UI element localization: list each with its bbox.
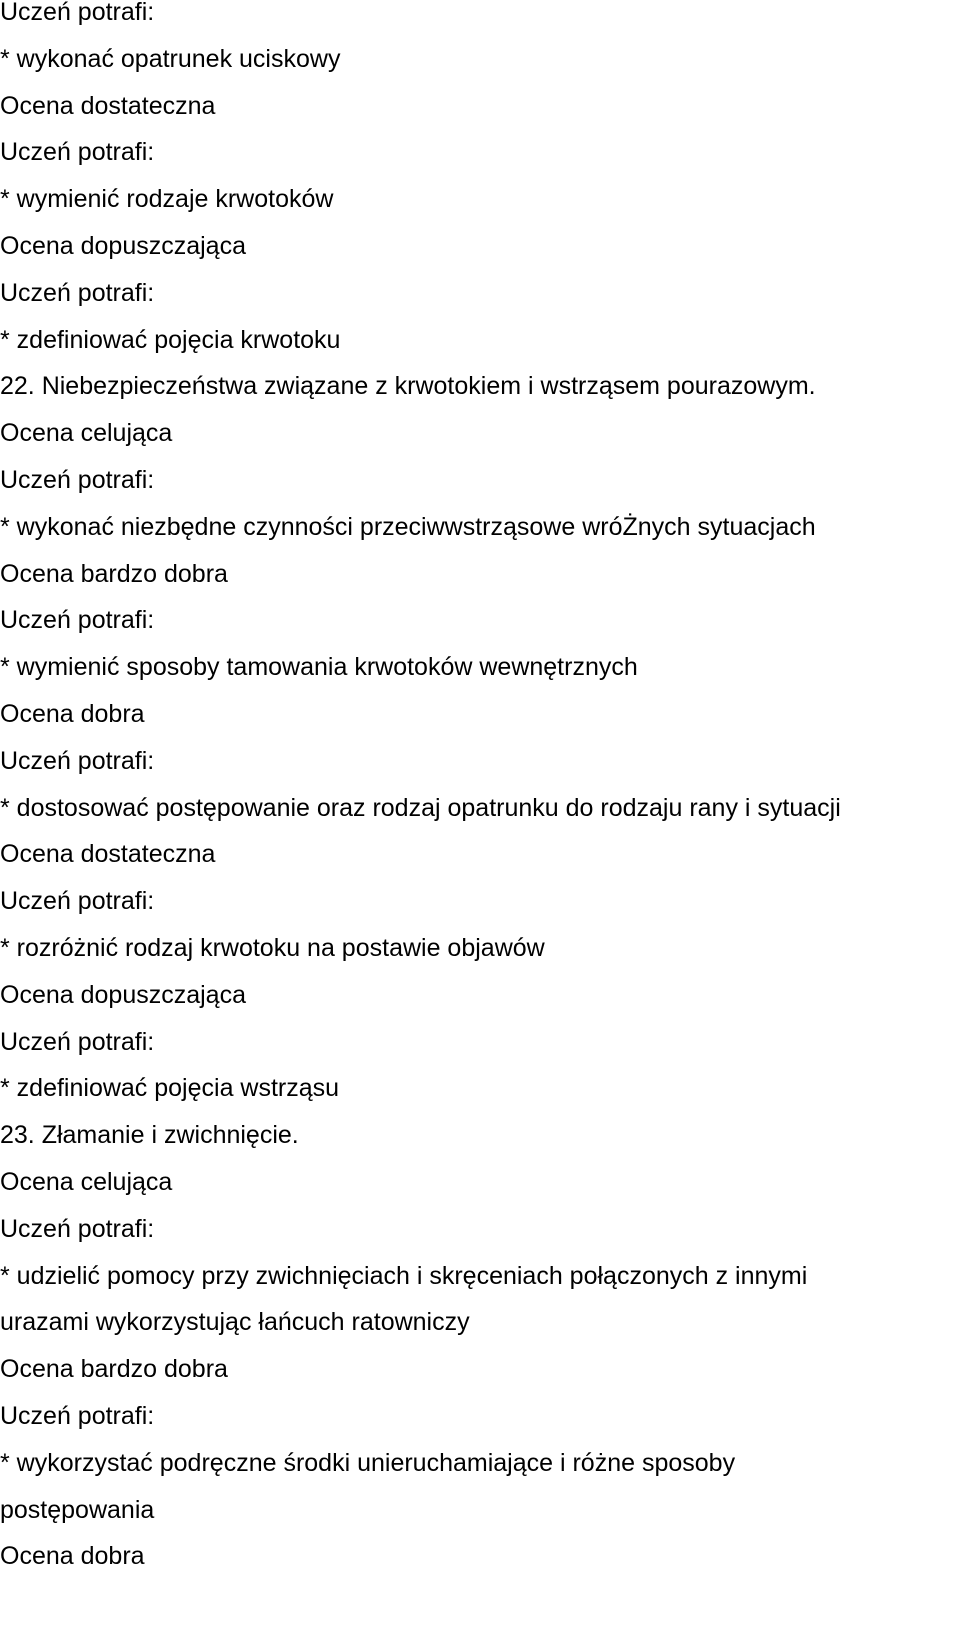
grade-heading: Ocena dobra (0, 699, 145, 728)
grade-heading: Ocena bardzo dobra (0, 1355, 228, 1384)
intro-label: Uczeń potrafi: (0, 465, 155, 494)
requirement-item: * wymienić rodzaje krwotoków (0, 185, 334, 214)
requirement-item: * wykonać opatrunek uciskowy (0, 44, 341, 73)
requirement-item: * zdefiniować pojęcia wstrząsu (0, 1074, 340, 1103)
requirement-item-continuation: urazami wykorzystując łańcuch ratowniczy (0, 1308, 470, 1337)
section-title: 23. Złamanie i zwichnięcie. (0, 1121, 299, 1150)
requirement-item: * wykorzystać podręczne środki unieruchamiające i różne sposoby (0, 1448, 736, 1477)
grade-heading: Ocena dostateczna (0, 91, 216, 120)
grade-heading: Ocena dostateczna (0, 840, 216, 869)
intro-label: Uczeń potrafi: (0, 1401, 155, 1430)
intro-label: Uczeń potrafi: (0, 278, 155, 307)
requirement-item: * wykonać niezbędne czynności przeciwwstrząsowe wróŻnych sytuacjach (0, 512, 816, 541)
grade-heading: Ocena celująca (0, 419, 173, 448)
grade-heading: Ocena dopuszczająca (0, 980, 246, 1009)
grade-heading: Ocena dobra (0, 1542, 145, 1571)
intro-label: Uczeń potrafi: (0, 1027, 155, 1056)
section-title: 22. Niebezpieczeństwa związane z krwotokiem i wstrząsem pourazowym. (0, 372, 816, 401)
intro-label: Uczeń potrafi: (0, 1214, 155, 1243)
requirement-item: * zdefiniować pojęcia krwotoku (0, 325, 341, 354)
requirement-item: * wymienić sposoby tamowania krwotoków wewnętrznych (0, 653, 638, 682)
intro-label: Uczeń potrafi: (0, 606, 155, 635)
requirement-item: * udzielić pomocy przy zwichnięciach i skręceniach połączonych z innymi (0, 1261, 808, 1290)
requirement-item: * dostosować postępowanie oraz rodzaj opatrunku do rodzaju rany i sytuacji (0, 793, 841, 822)
grade-heading: Ocena dopuszczająca (0, 231, 246, 260)
intro-label: Uczeń potrafi: (0, 0, 155, 26)
intro-label: Uczeń potrafi: (0, 887, 155, 916)
grade-heading: Ocena bardzo dobra (0, 559, 228, 588)
requirement-item: * rozróżnić rodzaj krwotoku na postawie objawów (0, 933, 545, 962)
intro-label: Uczeń potrafi: (0, 746, 155, 775)
intro-label: Uczeń potrafi: (0, 138, 155, 167)
requirement-item-continuation: postępowania (0, 1495, 155, 1524)
grade-heading: Ocena celująca (0, 1167, 173, 1196)
